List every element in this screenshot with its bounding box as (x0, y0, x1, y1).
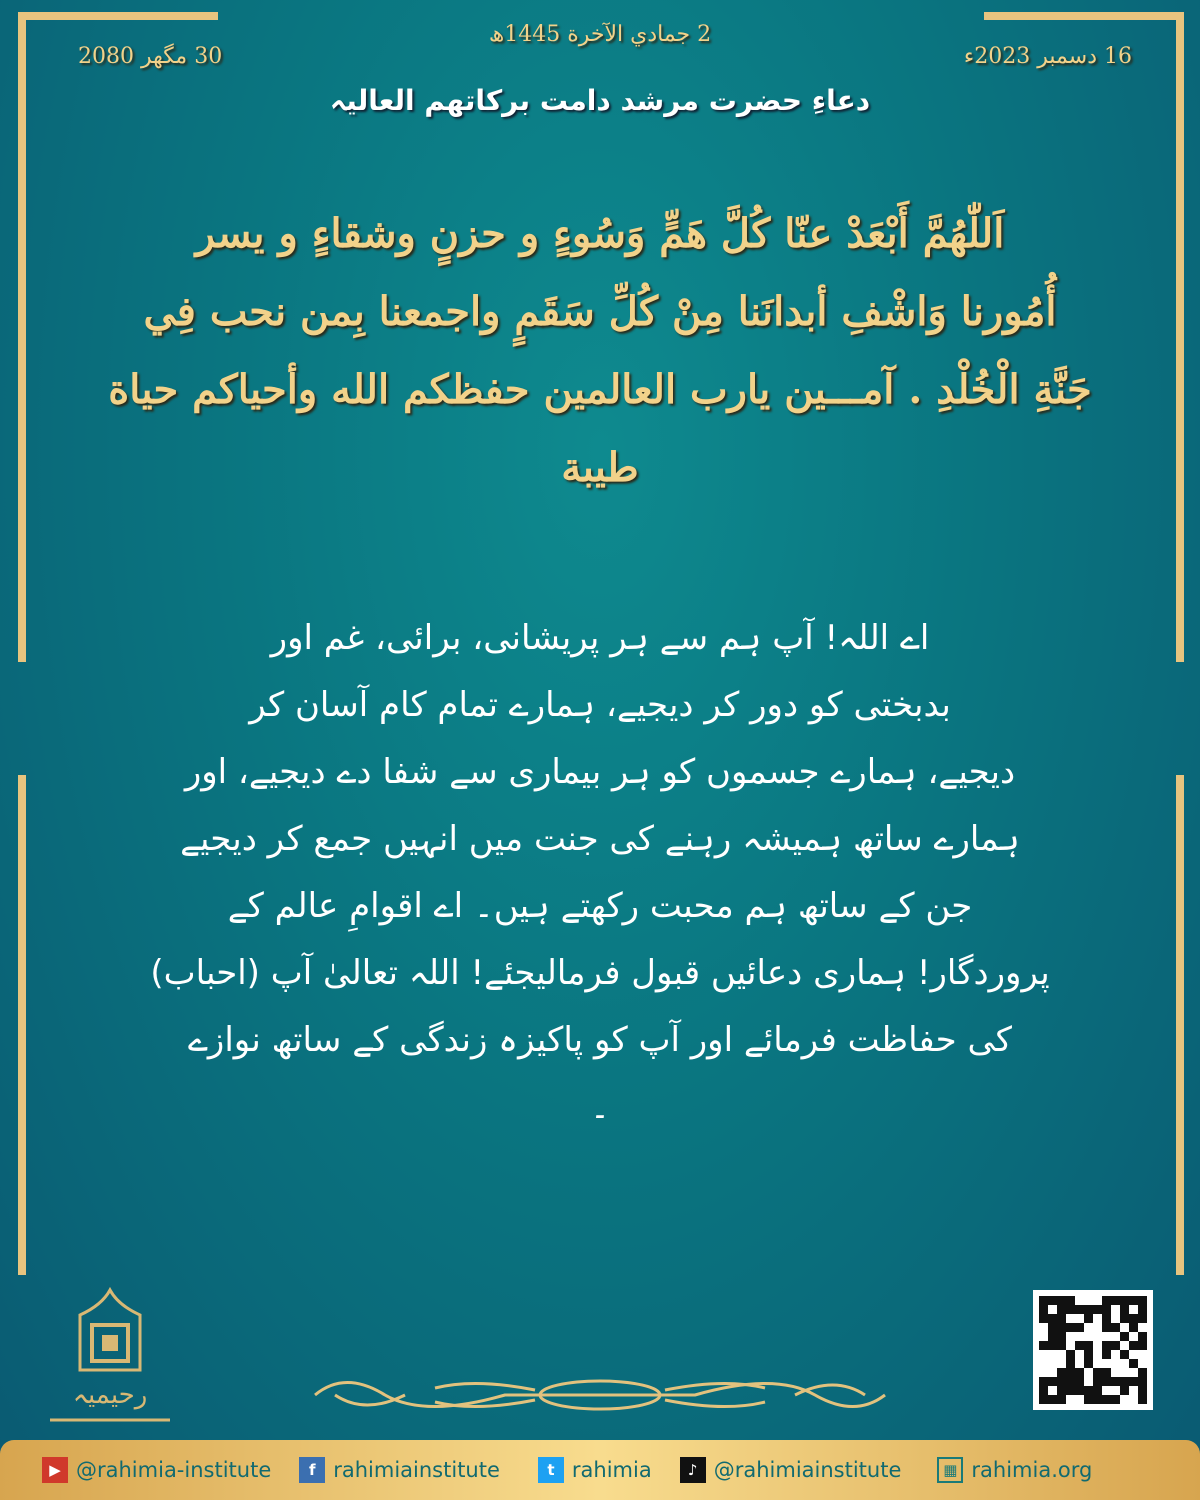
urdu-line: ہمارے ساتھ ہمیشہ رہنے کی جنت میں انہیں جمع کر دیجیے (180, 819, 1020, 859)
twitter-handle: rahimia (571, 1458, 652, 1482)
urdu-translation (150, 605, 1050, 1141)
arabic-line: أُمُورنا وَاشْفِ أبدانَنا مِنْ كُلِّ سَقَمٍ واجمعنا بِمن نحب فِي (143, 288, 1057, 335)
frame-right-lower (1176, 775, 1184, 1275)
facebook-handle: rahimiainstitute (333, 1458, 500, 1482)
decorative-ornament (305, 1370, 895, 1420)
urdu-line: بدبختی کو دور کر دیجیے، ہمارے تمام کام آسان کر (249, 685, 951, 725)
social-footer (0, 1440, 1200, 1500)
svg-text:رحیمیہ: رحیمیہ (72, 1380, 148, 1410)
arabic-dua (80, 195, 1120, 507)
frame-top-left (18, 12, 218, 20)
frame-left-lower (18, 775, 26, 1275)
date-hijri: 2 جمادي الآخرة 1445ھ (488, 22, 712, 47)
urdu-line: جن کے ساتھ ہم محبت رکھتے ہیں۔ اے اقوامِ عالم کے (227, 886, 973, 926)
urdu-line: کی حفاظت فرمائے اور آپ کو پاکیزہ زندگی کے ساتھ نوازے (187, 1020, 1012, 1060)
twitter-icon: t (538, 1457, 564, 1483)
website-link[interactable] (937, 1457, 1092, 1483)
tiktok-link[interactable] (680, 1457, 902, 1483)
youtube-handle: @rahimia-institute (76, 1458, 272, 1482)
facebook-link[interactable] (299, 1457, 500, 1483)
qr-code (1033, 1290, 1153, 1410)
tiktok-handle: @rahimiainstitute (713, 1458, 902, 1482)
date-gregorian: 16 دسمبر 2023ء (963, 44, 1132, 69)
arabic-line: جَنَّةِ الْخُلْدِ . آمـــين يارب العالمين حفظكم الله وأحياكم حياة (108, 366, 1092, 413)
arabic-line: اَللّٰهُمَّ أَبْعَدْ عنّا كُلَّ هَمٍّ وَسُوءٍ و حزنٍ وشقاءٍ و يسر (195, 210, 1005, 257)
arabic-line: طيبة (561, 444, 639, 491)
website-icon: ▦ (937, 1457, 963, 1483)
page-title: دعاءِ حضرت مرشد دامت برکاتھم العالیہ (329, 84, 871, 117)
urdu-line: اے اللہ! آپ ہم سے ہر پریشانی، برائی، غم اور (270, 618, 930, 658)
twitter-link[interactable] (538, 1457, 652, 1483)
urdu-line: ۔ (590, 1087, 610, 1127)
tiktok-icon: ♪ (680, 1457, 706, 1483)
urdu-line: دیجیے، ہمارے جسموں کو ہر بیماری سے شفا دے دیجیے، اور (184, 752, 1016, 792)
youtube-link[interactable] (42, 1457, 271, 1483)
urdu-line: پروردگار! ہماری دعائیں قبول فرمالیجئے! اللہ تعالیٰ آپ (احباب) (150, 953, 1050, 993)
rahimia-logo (40, 1285, 180, 1435)
date-bikrami: 30 مگھر 2080 (78, 44, 223, 69)
frame-top-right (984, 12, 1184, 20)
website-url: rahimia.org (971, 1458, 1093, 1482)
facebook-icon: f (299, 1457, 325, 1483)
youtube-icon: ▶ (42, 1457, 68, 1483)
